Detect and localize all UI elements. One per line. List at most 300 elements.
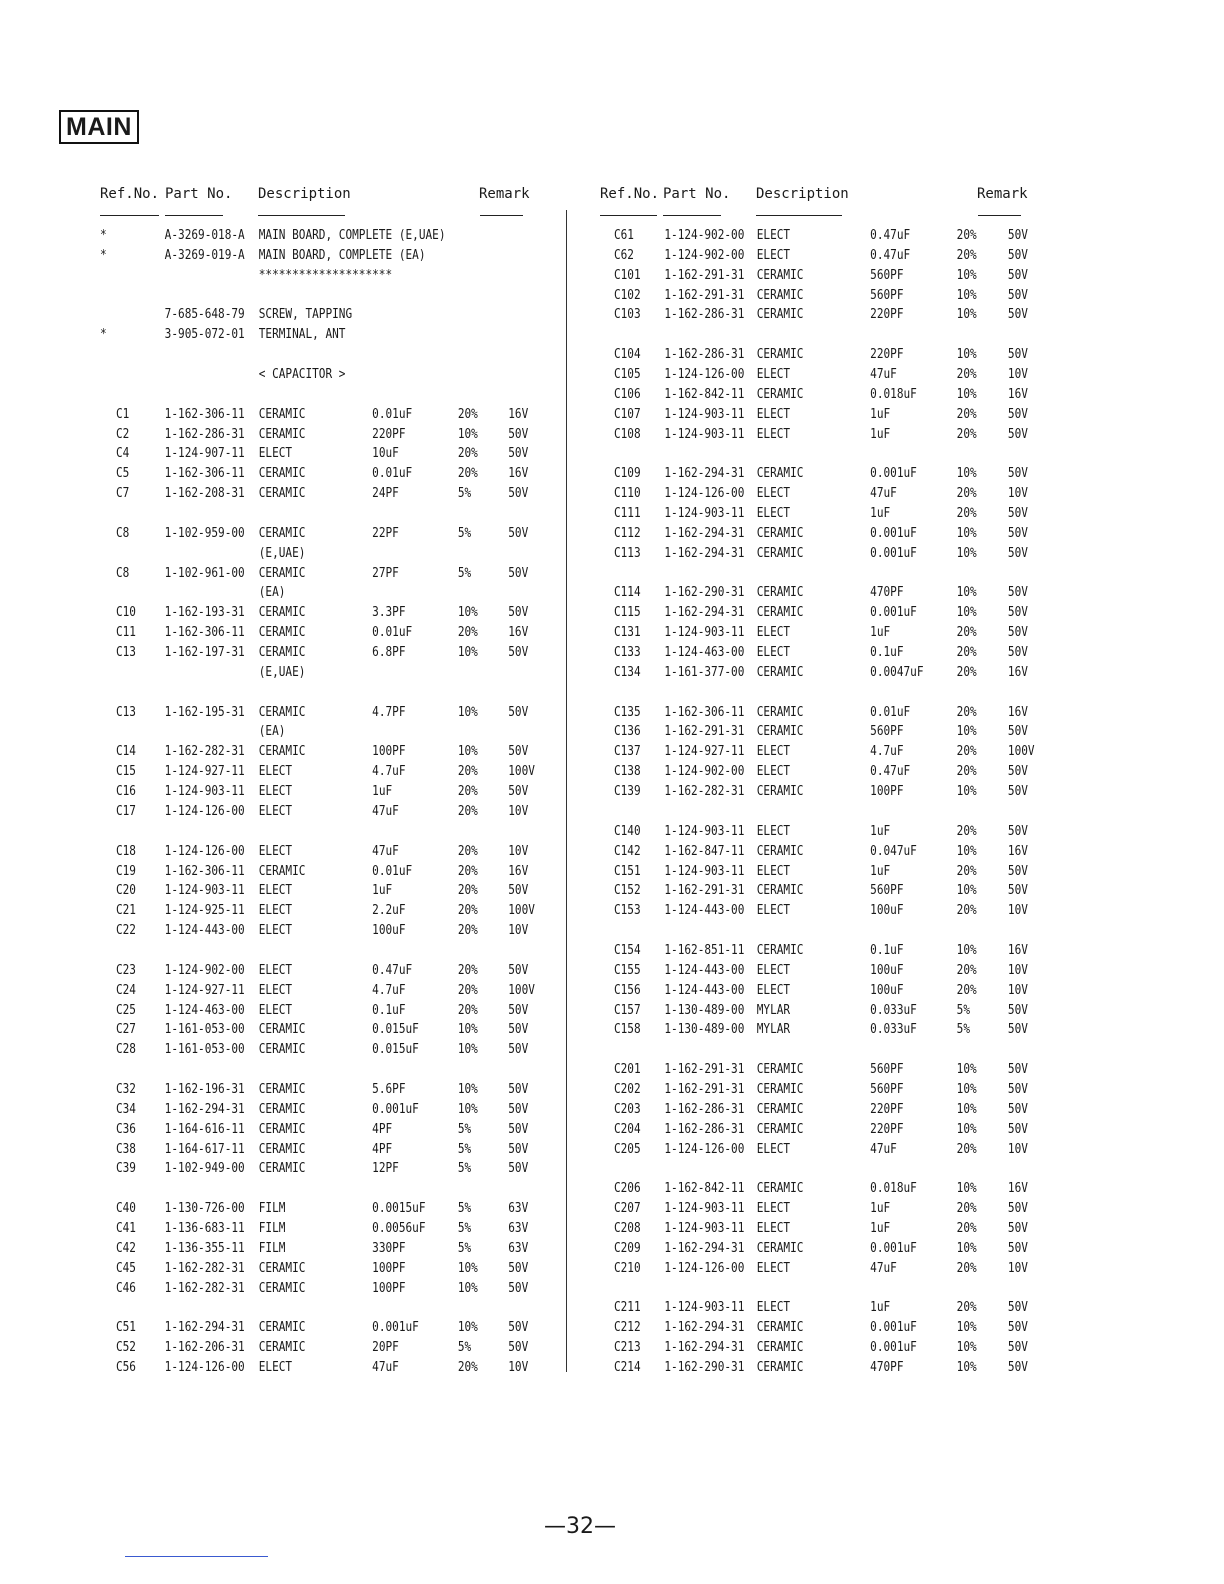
cell-val: 27PF	[372, 565, 399, 581]
cell-desc: ELECT	[756, 228, 791, 243]
table-row	[598, 683, 1038, 703]
cell-ref: C62	[613, 247, 634, 263]
cell-volt: 50V	[1007, 784, 1028, 800]
cell-tol: 10%	[956, 883, 977, 899]
cell-ref: C208	[613, 1220, 641, 1236]
table-row	[100, 305, 560, 325]
cell-desc: ELECT	[756, 1300, 791, 1316]
cell-val: 100PF	[372, 1280, 406, 1296]
cell-desc: ELECT	[258, 764, 293, 780]
cell-ref: C214	[613, 1359, 641, 1375]
cell-ref: C106	[613, 386, 641, 402]
table-row	[100, 921, 560, 941]
cell-part: 1-124-903-11	[664, 426, 745, 442]
cell-part: 1-102-949-00	[164, 1161, 245, 1177]
cell-volt: 50V	[1007, 585, 1028, 601]
cell-part: 1-164-616-11	[164, 1121, 245, 1137]
cell-val: 4.7uF	[372, 982, 406, 998]
cell-tol: 20%	[457, 1359, 478, 1375]
cell-ref: C134	[613, 664, 641, 680]
cell-volt: 100V	[508, 982, 535, 998]
header-underline	[756, 215, 842, 216]
cell-ref: C154	[613, 942, 641, 958]
cell-desc: ELECT	[756, 367, 791, 383]
cell-volt: 50V	[508, 1022, 529, 1038]
cell-desc: CERAMIC	[756, 843, 804, 859]
table-row	[598, 286, 1038, 306]
table-row	[598, 544, 1038, 564]
cell-ref: C104	[613, 347, 641, 363]
cell-ref: C61	[613, 228, 634, 243]
cell-ref: C201	[613, 1062, 641, 1078]
table-row	[598, 961, 1038, 981]
cell-tol: 20%	[956, 903, 977, 919]
table-row	[100, 405, 560, 425]
cell-desc: ELECT	[756, 247, 791, 263]
cell-val: 0.0047uF	[870, 664, 924, 680]
cell-desc: CERAMIC	[258, 406, 306, 422]
cell-ref: C32	[115, 1081, 136, 1097]
cell-desc: MAIN BOARD, COMPLETE (E,UAE)	[258, 228, 446, 243]
cell-volt: 50V	[1007, 525, 1028, 541]
cell-ref: C158	[613, 1022, 641, 1038]
cell-part: 1-162-294-31	[664, 1240, 745, 1256]
header-ref-no: Ref.No.	[100, 186, 160, 202]
header-underline	[258, 215, 345, 216]
cell-desc: CERAMIC	[258, 1340, 306, 1356]
cell-ref: C40	[115, 1201, 136, 1217]
cell-volt: 10V	[1007, 1260, 1028, 1276]
cell-part: 1-162-290-31	[664, 585, 745, 601]
cell-volt: 50V	[508, 962, 529, 978]
cell-part: 1-124-463-00	[164, 1002, 245, 1018]
cell-tol: 10%	[956, 307, 977, 323]
cell-val: 0.015uF	[372, 1022, 419, 1038]
table-row	[100, 1318, 560, 1338]
cell-desc: ELECT	[258, 784, 293, 800]
cell-desc: CERAMIC	[258, 525, 306, 541]
cell-part: A-3269-018-A	[164, 228, 245, 243]
cell-desc: ELECT	[258, 903, 293, 919]
cell-part: 1-124-126-00	[164, 843, 245, 859]
table-row	[100, 862, 560, 882]
cell-desc: CERAMIC	[756, 1081, 804, 1097]
cell-desc: CERAMIC	[756, 585, 804, 601]
table-row	[100, 484, 560, 504]
cell-ref: C135	[613, 704, 641, 720]
cell-part: 1-162-291-31	[664, 883, 745, 899]
cell-desc: CERAMIC	[756, 704, 804, 720]
cell-desc: ********************	[258, 267, 393, 283]
cell-ref: C2	[115, 426, 130, 442]
cell-tol: 10%	[956, 1340, 977, 1356]
cell-desc: ELECT	[756, 506, 791, 522]
cell-val: 4.7uF	[372, 764, 406, 780]
cell-val: 1uF	[372, 784, 393, 800]
cell-part: 1-124-126-00	[664, 1260, 745, 1276]
table-row	[100, 703, 560, 723]
cell-tol: 20%	[956, 486, 977, 502]
cell-part: 1-162-294-31	[664, 1320, 745, 1336]
cell-desc: CERAMIC	[756, 942, 804, 958]
cell-tol: 5%	[956, 1002, 971, 1018]
cell-desc: CERAMIC	[258, 1161, 306, 1177]
cell-volt: 50V	[1007, 883, 1028, 899]
cell-desc: ELECT	[756, 1220, 791, 1236]
cell-volt: 50V	[508, 525, 529, 541]
table-row	[100, 822, 560, 842]
cell-part: 1-124-927-11	[164, 982, 245, 998]
cell-val: 0.47uF	[870, 247, 911, 263]
cell-part: 1-124-126-00	[664, 367, 745, 383]
cell-val: 1uF	[870, 406, 891, 422]
cell-val: 0.001uF	[372, 1101, 419, 1117]
cell-tol: 10%	[457, 1022, 478, 1038]
cell-volt: 50V	[1007, 605, 1028, 621]
cell-part: 1-162-306-11	[664, 704, 745, 720]
cell-desc: CERAMIC	[258, 565, 306, 581]
cell-desc: CERAMIC	[258, 1320, 306, 1336]
table-row	[100, 603, 560, 623]
cell-desc: CERAMIC	[756, 883, 804, 899]
cell-desc: MYLAR	[756, 1022, 791, 1038]
cell-part: 1-102-961-00	[164, 565, 245, 581]
table-row	[100, 881, 560, 901]
cell-val: 47uF	[372, 1359, 399, 1375]
footer-rule	[125, 1556, 268, 1557]
cell-ref: C131	[613, 625, 641, 641]
cell-ref: C5	[115, 466, 130, 482]
cell-volt: 50V	[508, 784, 529, 800]
cell-ref: C102	[613, 287, 641, 303]
cell-val: 0.001uF	[870, 605, 917, 621]
cell-desc: FILM	[258, 1220, 286, 1236]
cell-val: 100uF	[870, 903, 904, 919]
cell-ref: C10	[115, 605, 136, 621]
cell-tol: 20%	[457, 446, 478, 462]
header-underline	[480, 215, 523, 216]
cell-volt: 16V	[508, 406, 529, 422]
cell-ref: C152	[613, 883, 641, 899]
cell-desc: ELECT	[756, 625, 791, 641]
cell-part: 1-162-842-11	[664, 1181, 745, 1197]
cell-part: 1-162-286-31	[664, 307, 745, 323]
cell-volt: 16V	[1007, 386, 1028, 402]
cell-part: 1-130-489-00	[664, 1002, 745, 1018]
table-row	[100, 961, 560, 981]
cell-ref: C115	[613, 605, 641, 621]
cell-part: 1-162-208-31	[164, 486, 245, 502]
cell-val: 560PF	[870, 883, 904, 899]
table-row	[100, 583, 560, 603]
table-row	[598, 385, 1038, 405]
table-row	[598, 802, 1038, 822]
cell-tol: 20%	[956, 625, 977, 641]
cell-ref: *	[100, 327, 107, 343]
cell-val: 0.47uF	[870, 228, 911, 243]
header-underline	[663, 215, 721, 216]
table-row	[100, 444, 560, 464]
cell-desc: ELECT	[258, 982, 293, 998]
cell-volt: 50V	[508, 1320, 529, 1336]
header-description: Description	[258, 186, 351, 202]
cell-val: 47uF	[372, 803, 399, 819]
table-row	[100, 1080, 560, 1100]
table-row	[598, 941, 1038, 961]
cell-val: 0.01uF	[870, 704, 911, 720]
cell-volt: 50V	[1007, 1121, 1028, 1137]
cell-part: 1-124-902-00	[664, 228, 745, 243]
cell-tol: 5%	[457, 486, 472, 502]
cell-part: 1-124-902-00	[164, 962, 245, 978]
cell-part: 1-124-903-11	[664, 406, 745, 422]
cell-val: 0.47uF	[870, 764, 911, 780]
cell-volt: 50V	[508, 645, 529, 661]
table-row	[100, 1060, 560, 1080]
cell-val: 0.01uF	[372, 863, 413, 879]
cell-val: 560PF	[870, 1062, 904, 1078]
cell-tol: 20%	[956, 1260, 977, 1276]
cell-ref: C22	[115, 923, 136, 939]
cell-tol: 20%	[956, 367, 977, 383]
cell-part: 1-162-847-11	[664, 843, 745, 859]
cell-tol: 10%	[457, 704, 478, 720]
cell-ref: C211	[613, 1300, 641, 1316]
cell-tol: 10%	[956, 287, 977, 303]
cell-part: 1-161-053-00	[164, 1022, 245, 1038]
table-row	[598, 1338, 1038, 1358]
cell-desc: CERAMIC	[258, 466, 306, 482]
cell-part: 1-162-306-11	[164, 863, 245, 879]
table-row	[100, 425, 560, 445]
cell-part: 1-124-126-00	[164, 1359, 245, 1375]
cell-volt: 50V	[508, 883, 529, 899]
cell-desc: ELECT	[756, 426, 791, 442]
cell-desc: (E,UAE)	[258, 545, 306, 561]
cell-val: 1uF	[870, 1201, 891, 1217]
table-row	[100, 1020, 560, 1040]
table-row	[100, 981, 560, 1001]
cell-desc: ELECT	[756, 645, 791, 661]
cell-part: 1-162-291-31	[664, 1062, 745, 1078]
cell-tol: 10%	[956, 605, 977, 621]
cell-val: 0.033uF	[870, 1002, 917, 1018]
table-row	[100, 246, 560, 266]
cell-ref: C25	[115, 1002, 136, 1018]
header-underline	[978, 215, 1021, 216]
cell-part: 1-162-286-31	[664, 1101, 745, 1117]
cell-part: 1-162-197-31	[164, 645, 245, 661]
cell-val: 0.047uF	[870, 843, 917, 859]
cell-volt: 10V	[1007, 982, 1028, 998]
cell-ref: C103	[613, 307, 641, 323]
page-number: —32—	[544, 1514, 616, 1539]
header-underline	[600, 215, 657, 216]
cell-val: 6.8PF	[372, 645, 406, 661]
cell-part: 1-124-907-11	[164, 446, 245, 462]
cell-desc: CERAMIC	[756, 307, 804, 323]
cell-volt: 10V	[508, 843, 529, 859]
cell-val: 1uF	[870, 625, 891, 641]
cell-tol: 20%	[457, 962, 478, 978]
cell-volt: 100V	[508, 903, 535, 919]
cell-part: 1-124-443-00	[664, 962, 745, 978]
table-row	[598, 901, 1038, 921]
table-row	[100, 722, 560, 742]
cell-tol: 20%	[956, 247, 977, 263]
cell-desc: ELECT	[756, 764, 791, 780]
cell-desc: ELECT	[258, 923, 293, 939]
cell-desc: ELECT	[756, 744, 791, 760]
cell-part: 1-161-377-00	[664, 664, 745, 680]
cell-val: 0.001uF	[870, 466, 917, 482]
cell-part: 1-162-291-31	[664, 724, 745, 740]
cell-desc: CERAMIC	[756, 1181, 804, 1197]
cell-volt: 50V	[1007, 307, 1028, 323]
cell-tol: 20%	[956, 406, 977, 422]
cell-tol: 10%	[457, 645, 478, 661]
table-row	[100, 1100, 560, 1120]
table-row	[100, 286, 560, 306]
cell-tol: 20%	[457, 803, 478, 819]
table-row	[598, 1279, 1038, 1299]
cell-ref: C34	[115, 1101, 136, 1117]
cell-part: 1-130-489-00	[664, 1022, 745, 1038]
cell-val: 1uF	[372, 883, 393, 899]
cell-part: 1-124-463-00	[664, 645, 745, 661]
cell-desc: ELECT	[756, 962, 791, 978]
header-part-no: Part No.	[663, 186, 731, 202]
cell-val: 470PF	[870, 1359, 904, 1375]
cell-tol: 10%	[956, 1181, 977, 1197]
cell-volt: 50V	[1007, 1220, 1028, 1236]
cell-tol: 10%	[956, 1320, 977, 1336]
cell-tol: 5%	[457, 525, 472, 541]
cell-tol: 10%	[956, 267, 977, 283]
cell-tol: 5%	[457, 1161, 472, 1177]
cell-val: 560PF	[870, 287, 904, 303]
cell-val: 0.0056uF	[372, 1220, 426, 1236]
cell-val: 10uF	[372, 446, 399, 462]
cell-val: 0.018uF	[870, 1181, 917, 1197]
cell-val: 0.1uF	[870, 645, 904, 661]
table-row	[598, 583, 1038, 603]
cell-ref: C209	[613, 1240, 641, 1256]
table-row	[100, 365, 560, 385]
cell-ref: C110	[613, 486, 641, 502]
cell-tol: 20%	[956, 1201, 977, 1217]
cell-part: 1-124-126-00	[164, 803, 245, 819]
table-row	[598, 325, 1038, 345]
cell-desc: CERAMIC	[258, 1022, 306, 1038]
cell-ref: C101	[613, 267, 641, 283]
table-row	[598, 1298, 1038, 1318]
cell-volt: 50V	[1007, 267, 1028, 283]
cell-desc: CERAMIC	[756, 784, 804, 800]
cell-val: 4.7PF	[372, 704, 406, 720]
table-row	[598, 1318, 1038, 1338]
cell-desc: CERAMIC	[756, 1101, 804, 1117]
cell-ref: C27	[115, 1022, 136, 1038]
cell-tol: 20%	[956, 506, 977, 522]
section-badge-main: MAIN	[59, 110, 139, 144]
cell-part: 1-124-126-00	[664, 486, 745, 502]
cell-tol: 20%	[956, 823, 977, 839]
cell-volt: 50V	[1007, 426, 1028, 442]
cell-tol: 20%	[956, 645, 977, 661]
cell-val: 4PF	[372, 1121, 393, 1137]
rows-left	[100, 226, 560, 1378]
cell-val: 3.3PF	[372, 605, 406, 621]
table-row	[100, 901, 560, 921]
cell-ref: C52	[115, 1340, 136, 1356]
cell-desc: MAIN BOARD, COMPLETE (EA)	[258, 247, 426, 263]
cell-volt: 10V	[1007, 962, 1028, 978]
rows-right	[598, 226, 1038, 1378]
cell-ref: C151	[613, 863, 641, 879]
table-row	[100, 1040, 560, 1060]
cell-volt: 50V	[1007, 247, 1028, 263]
cell-ref: C112	[613, 525, 641, 541]
cell-ref: C16	[115, 784, 136, 800]
cell-volt: 63V	[508, 1201, 529, 1217]
cell-volt: 50V	[508, 1081, 529, 1097]
cell-ref: C212	[613, 1320, 641, 1336]
cell-ref: *	[100, 228, 107, 243]
cell-desc: ELECT	[258, 1002, 293, 1018]
cell-tol: 10%	[956, 1240, 977, 1256]
cell-val: 100uF	[870, 982, 904, 998]
cell-val: 1uF	[870, 823, 891, 839]
cell-volt: 50V	[1007, 1002, 1028, 1018]
cell-val: 0.1uF	[372, 1002, 406, 1018]
cell-part: 1-162-851-11	[664, 942, 745, 958]
table-row	[598, 305, 1038, 325]
table-row	[100, 1298, 560, 1318]
cell-ref: C20	[115, 883, 136, 899]
cell-tol: 20%	[956, 863, 977, 879]
cell-desc: TERMINAL, ANT	[258, 327, 346, 343]
column-divider	[566, 210, 567, 1372]
cell-desc: CERAMIC	[756, 287, 804, 303]
cell-val: 1uF	[870, 506, 891, 522]
cell-ref: C136	[613, 724, 641, 740]
cell-volt: 50V	[508, 1260, 529, 1276]
cell-volt: 50V	[508, 744, 529, 760]
cell-val: 0.01uF	[372, 406, 413, 422]
cell-tol: 5%	[457, 1141, 472, 1157]
cell-val: 12PF	[372, 1161, 399, 1177]
cell-val: 100uF	[870, 962, 904, 978]
cell-volt: 50V	[1007, 545, 1028, 561]
table-row	[598, 643, 1038, 663]
table-row	[100, 1239, 560, 1259]
table-row	[598, 524, 1038, 544]
cell-volt: 50V	[508, 1340, 529, 1356]
cell-part: 1-136-683-11	[164, 1220, 245, 1236]
cell-part: 1-124-903-11	[164, 883, 245, 899]
cell-ref: C138	[613, 764, 641, 780]
cell-tol: 20%	[956, 744, 977, 760]
cell-part: 1-162-286-31	[164, 426, 245, 442]
cell-ref: C205	[613, 1141, 641, 1157]
cell-tol: 10%	[457, 744, 478, 760]
cell-part: A-3269-019-A	[164, 247, 245, 263]
cell-volt: 50V	[1007, 1022, 1028, 1038]
cell-val: 0.001uF	[870, 1320, 917, 1336]
table-row	[598, 1219, 1038, 1239]
table-row	[598, 266, 1038, 286]
